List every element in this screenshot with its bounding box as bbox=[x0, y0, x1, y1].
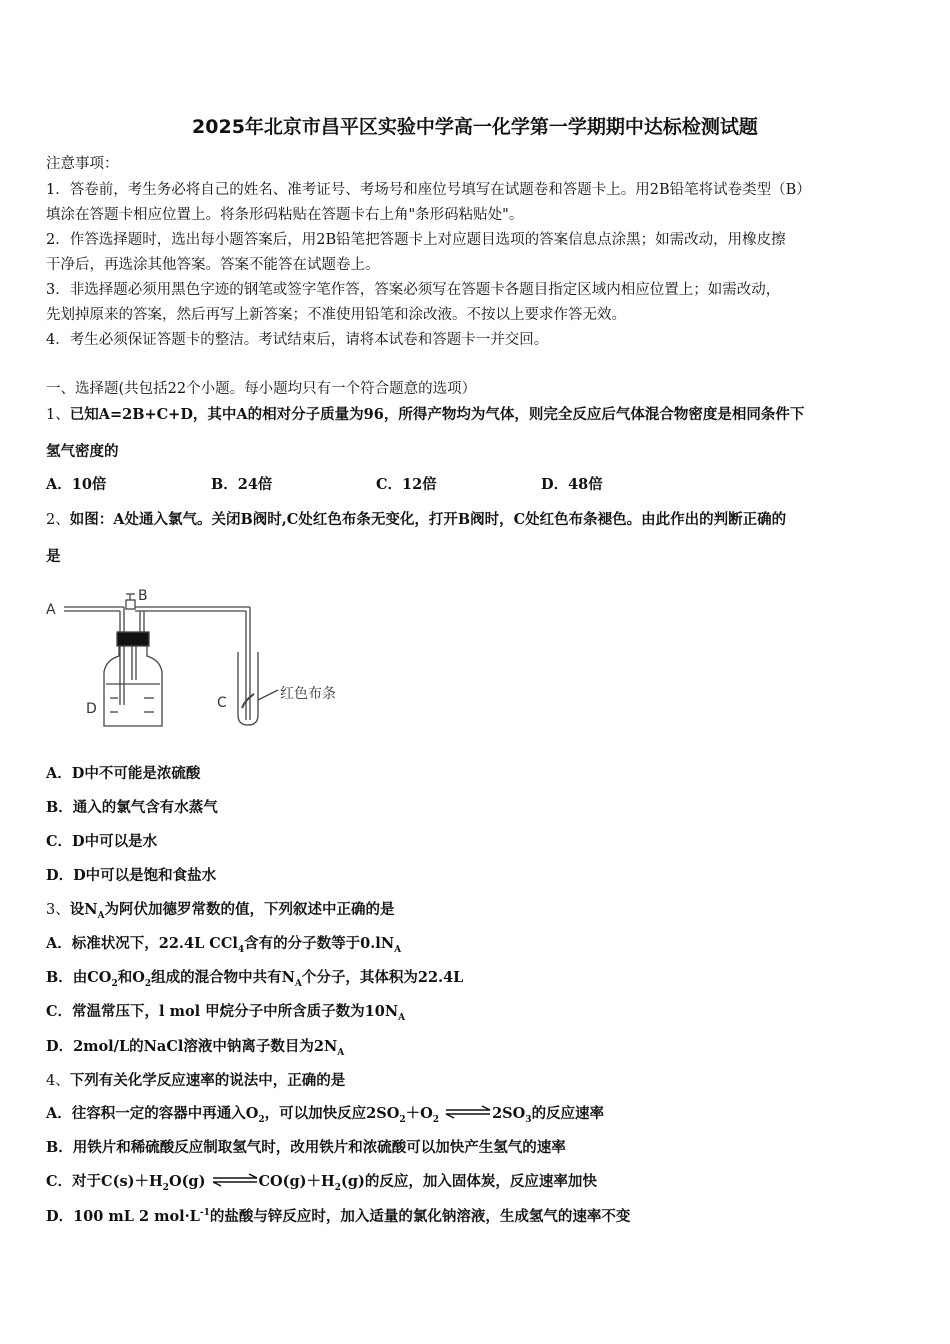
question-text: 为阿伏加德罗常数的值，下列叙述中正确的是 bbox=[104, 901, 395, 918]
subscript: 2 bbox=[258, 1114, 265, 1125]
outlet-tube bbox=[135, 607, 250, 720]
subscript: 2 bbox=[399, 1114, 406, 1125]
subscript: 2 bbox=[111, 978, 118, 989]
gas-bottle-d bbox=[104, 632, 162, 726]
label-c: C bbox=[217, 695, 227, 711]
subscript: A bbox=[394, 944, 402, 955]
option-text: 的反应速率 bbox=[531, 1105, 605, 1122]
option-text: A．往容积一定的容器中再通入O bbox=[46, 1105, 259, 1122]
q1-option-c[interactable]: C．12倍 bbox=[376, 476, 437, 493]
subscript: 2 bbox=[144, 978, 152, 989]
subscript: 2 bbox=[162, 1182, 169, 1193]
valve-b bbox=[126, 594, 135, 609]
superscript: -1 bbox=[199, 1208, 210, 1219]
q1-option-a[interactable]: A．10倍 bbox=[46, 476, 107, 493]
question-text: 下列有关化学反应速率的说法中，正确的是 bbox=[69, 1072, 346, 1089]
option-text: ＋O bbox=[405, 1105, 433, 1122]
option-text: CO(g)＋H bbox=[258, 1173, 335, 1190]
notice-line: 1．答卷前，考生务必将自己的姓名、准考证号、考场号和座位号填写在试题卷和答题卡上。用2B铅笔将试卷类型（B） bbox=[46, 182, 811, 198]
label-d: D bbox=[86, 701, 97, 717]
option-text: C．常温常压下，l mol 甲烷分子中所含质子数为10N bbox=[46, 1003, 399, 1020]
question-number: 3、 bbox=[46, 902, 70, 918]
q4-option-c[interactable] bbox=[46, 1170, 597, 1193]
option-text: 的盐酸与锌反应时，加入适量的氯化钠溶液，生成氢气的速率不变 bbox=[209, 1208, 631, 1225]
page-title: 2025年北京市昌平区实验中学高一化学第一学期期中达标检测试题 bbox=[192, 116, 758, 138]
label-a: A bbox=[46, 602, 56, 618]
label-red-cloth: 红色布条 bbox=[280, 686, 336, 702]
question-1-stem-cont: 氢气密度的 bbox=[46, 443, 119, 460]
notice-line: 3．非选择题必须用黑色字迹的钢笔或签字笔作答，答案必须写在答题卡各题目指定区域内相应位置上；如需改动， bbox=[46, 282, 781, 298]
question-number: 2、 bbox=[46, 512, 70, 528]
option-text: D．2mol/L的NaCl溶液中钠离子数目为2N bbox=[46, 1038, 338, 1055]
inlet-tube bbox=[64, 607, 124, 705]
q4-option-b[interactable]: B．用铁片和稀硫酸反应制取氢气时，改用铁片和浓硫酸可以加快产生氢气的速率 bbox=[46, 1139, 566, 1156]
q4-option-d[interactable] bbox=[46, 1205, 630, 1226]
q2-option-d[interactable]: D．D中可以是饱和食盐水 bbox=[46, 867, 217, 884]
question-1-stem bbox=[46, 403, 804, 424]
question-number: 4、 bbox=[46, 1073, 70, 1089]
option-text: O(g) bbox=[168, 1173, 206, 1190]
question-3-stem bbox=[46, 898, 394, 921]
notice-heading: 注意事项： bbox=[46, 156, 119, 172]
question-2-stem-cont: 是 bbox=[46, 548, 61, 565]
q3-option-b[interactable] bbox=[46, 966, 463, 989]
subscript: A bbox=[337, 1047, 345, 1058]
option-text: 组成的混合物中共有N bbox=[151, 969, 295, 986]
subscript: 2 bbox=[432, 1114, 440, 1125]
option-text: 2SO bbox=[492, 1105, 526, 1122]
subscript: 4 bbox=[237, 944, 245, 955]
subscript: 3 bbox=[525, 1114, 532, 1125]
notice-line: 先划掉原来的答案，然后再写上新答案；不准使用铅笔和涂改液。不按以上要求作答无效。 bbox=[46, 307, 626, 323]
apparatus-diagram bbox=[40, 580, 370, 740]
question-2-stem bbox=[46, 508, 786, 529]
option-text: D．100 mL 2 mol·L bbox=[46, 1208, 200, 1225]
q2-option-c[interactable]: C．D中可以是水 bbox=[46, 833, 158, 850]
subscript: A bbox=[294, 978, 302, 989]
subscript: A bbox=[398, 1012, 406, 1023]
notice-line: 4．考生必须保证答题卡的整洁。考试结束后，请将本试卷和答题卡一并交回。 bbox=[46, 332, 549, 348]
option-text: 含有的分子数等于0.lN bbox=[244, 935, 395, 952]
question-4-stem bbox=[46, 1069, 345, 1090]
notice-line: 2．作答选择题时，选出每小题答案后，用2B铅笔把答题卡上对应题目选项的答案信息点涂黑；如需改动，用橡皮擦 bbox=[46, 232, 786, 248]
notice-line: 干净后，再选涂其他答案。答案不能答在试题卷上。 bbox=[46, 257, 380, 273]
question-number: 1、 bbox=[46, 407, 70, 423]
subscript: A bbox=[97, 910, 105, 921]
label-b: B bbox=[138, 588, 148, 604]
q4-option-a[interactable] bbox=[46, 1102, 604, 1125]
q3-option-d[interactable] bbox=[46, 1035, 344, 1058]
question-text: 已知A=2B+C+D，其中A的相对分子质量为96，所得产物均为气体，则完全反应后气体混合物密度是相同条件下 bbox=[69, 406, 805, 423]
test-tube-c bbox=[238, 652, 278, 725]
option-text: B．由CO bbox=[46, 969, 112, 986]
q2-option-a[interactable]: A．D中不可能是浓硫酸 bbox=[46, 765, 201, 782]
q2-option-b[interactable]: B．通入的氯气含有水蒸气 bbox=[46, 799, 218, 816]
equilibrium-arrow-icon bbox=[211, 1173, 259, 1187]
section-heading: 一、选择题(共包括22个小题。每小题均只有一个符合题意的选项） bbox=[46, 381, 477, 397]
notice-line: 填涂在答题卡相应位置上。将条形码粘贴在答题卡右上角"条形码粘贴处"。 bbox=[46, 207, 524, 223]
question-text: 设N bbox=[69, 901, 98, 918]
option-text: (g)的反应，加入固体炭，反应速率加快 bbox=[341, 1173, 597, 1190]
q1-option-b[interactable]: B．24倍 bbox=[211, 476, 273, 493]
question-text: 如图：A处通入氯气。关闭B阀时,C处红色布条无变化，打开B阀时，C处红色布条褪色。由此作出的判断正确的 bbox=[69, 511, 787, 528]
q1-option-d[interactable]: D．48倍 bbox=[541, 476, 603, 493]
equilibrium-arrow-icon bbox=[444, 1105, 492, 1119]
option-text: C．对于C(s)＋H bbox=[46, 1173, 163, 1190]
option-text: 和O bbox=[117, 969, 145, 986]
subscript: 2 bbox=[334, 1182, 341, 1193]
option-text: A．标准状况下，22.4L CCl bbox=[46, 935, 238, 952]
q3-option-a[interactable] bbox=[46, 932, 401, 955]
option-text: ，可以加快反应2SO bbox=[264, 1105, 400, 1122]
q3-option-c[interactable] bbox=[46, 1000, 405, 1023]
option-text: 个分子，其体积为22.4L bbox=[301, 969, 464, 986]
